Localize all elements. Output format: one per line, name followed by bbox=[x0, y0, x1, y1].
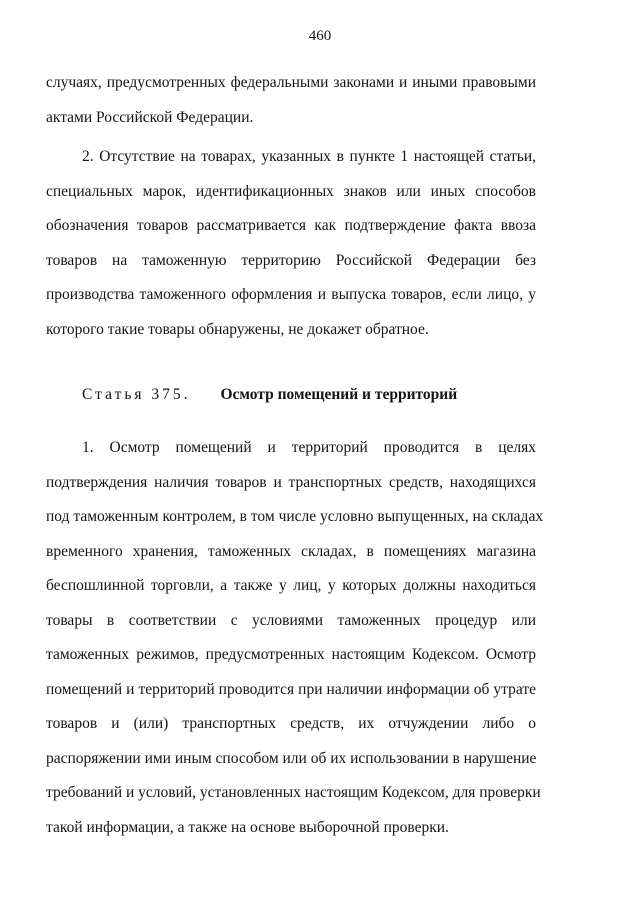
text-line: требований и условий, установленных настоящим Кодексом, для проверки bbox=[46, 784, 541, 801]
text-line: специальных марок, идентификационных знаков или иных способов bbox=[46, 182, 536, 200]
page-number: 460 bbox=[308, 28, 332, 44]
text-line: товаров на таможенную территорию Российской Федерации без bbox=[46, 251, 536, 269]
text-line: 1. Осмотр помещений и территорий проводится в целях bbox=[82, 439, 536, 456]
text-line: подтверждения наличия товаров и транспортных средств, находящихся bbox=[46, 473, 536, 491]
paragraph-article-1 bbox=[46, 431, 544, 845]
article-title: Осмотр помещений и территорий bbox=[220, 386, 458, 403]
text-line: случаях, предусмотренных федеральными законами и иными правовыми bbox=[46, 74, 536, 91]
article-number: Статья 375. bbox=[82, 386, 191, 403]
text-line: распоряжении ими иным способом или об их использовании в нарушение bbox=[46, 749, 537, 767]
text-line: под таможенным контролем, в том числе условно выпущенных, на складах bbox=[46, 508, 544, 525]
article-heading bbox=[82, 386, 457, 404]
text-line: такой информации, а также на основе выборочной проверки. bbox=[46, 818, 449, 836]
text-line: обозначения товаров рассматривается как подтверждение факта ввоза bbox=[46, 217, 536, 234]
text-line: которого такие товары обнаружены, не докажет обратное. bbox=[46, 320, 429, 338]
text-line: 2. Отсутствие на товарах, указанных в пункте 1 настоящей статьи, bbox=[82, 148, 536, 165]
text-line: товары в соответствии с условиями таможенных процедур или bbox=[46, 611, 536, 629]
paragraph-continued bbox=[46, 66, 536, 135]
paragraph-2 bbox=[46, 140, 536, 347]
text-line: помещений и территорий проводится при наличии информации об утрате bbox=[46, 680, 536, 698]
text-line: производства таможенного оформления и выпуска товаров, если лицо, у bbox=[46, 286, 536, 303]
text-line: актами Российской Федерации. bbox=[46, 108, 254, 126]
text-line: временного хранения, таможенных складах, в помещениях магазина bbox=[46, 542, 536, 560]
text-line: товаров и (или) транспортных средств, их отчуждении либо о bbox=[46, 715, 536, 732]
text-line: беспошлинной торговли, а также у лиц, у которых должны находиться bbox=[46, 577, 536, 594]
text-line: таможенных режимов, предусмотренных настоящим Кодексом. Осмотр bbox=[46, 646, 536, 663]
